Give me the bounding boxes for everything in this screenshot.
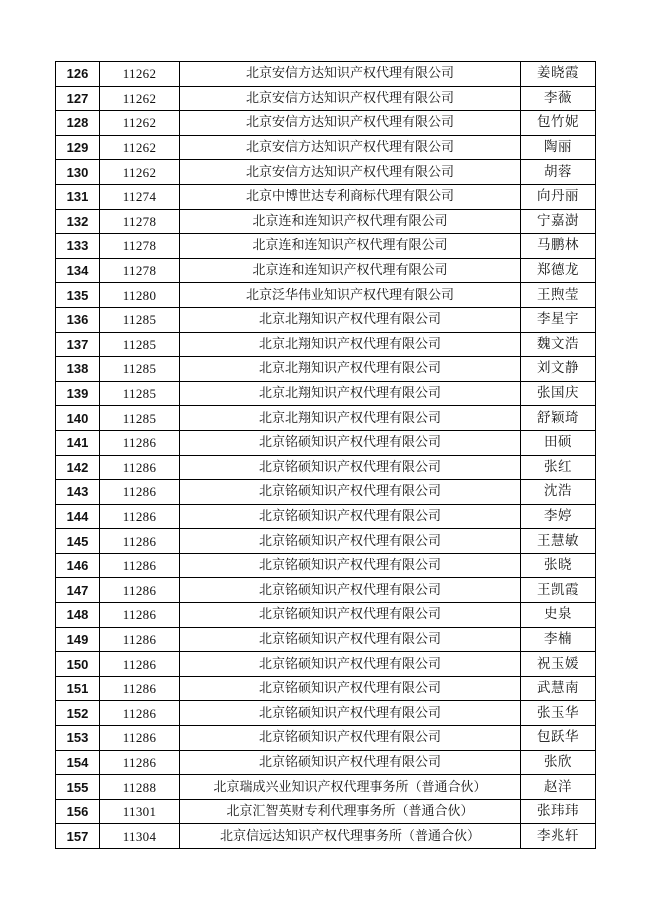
- agency-code-cell: 11262: [100, 160, 180, 185]
- agent-name-cell: 郑德龙: [521, 258, 596, 283]
- table-row: [56, 135, 596, 160]
- table-row: [56, 726, 596, 751]
- agency-code-cell: 11286: [100, 553, 180, 578]
- table-row: [56, 775, 596, 800]
- table-row: [56, 381, 596, 406]
- agency-name-cell: 北京铭硕知识产权代理有限公司: [180, 627, 521, 652]
- table-row: [56, 184, 596, 209]
- agent-name-cell: 张晓: [521, 553, 596, 578]
- agent-name-cell: 李星宇: [521, 307, 596, 332]
- agency-name-cell: 北京信远达知识产权代理事务所（普通合伙）: [180, 824, 521, 849]
- agency-name-cell: 北京铭硕知识产权代理有限公司: [180, 529, 521, 554]
- agency-name-cell: 北京铭硕知识产权代理有限公司: [180, 726, 521, 751]
- agency-name-cell: 北京北翔知识产权代理有限公司: [180, 406, 521, 431]
- agent-name-cell: 马鹏林: [521, 234, 596, 259]
- table-row: [56, 824, 596, 849]
- agent-name-cell: 王慧敏: [521, 529, 596, 554]
- agency-name-cell: 北京铭硕知识产权代理有限公司: [180, 553, 521, 578]
- row-number-cell: 150: [56, 652, 100, 677]
- agent-name-cell: 李楠: [521, 627, 596, 652]
- row-number-cell: 156: [56, 799, 100, 824]
- agency-code-cell: 11285: [100, 406, 180, 431]
- row-number-cell: 137: [56, 332, 100, 357]
- table-row: [56, 258, 596, 283]
- agency-code-cell: 11262: [100, 62, 180, 87]
- row-number-cell: 130: [56, 160, 100, 185]
- row-number-cell: 140: [56, 406, 100, 431]
- row-number-cell: 132: [56, 209, 100, 234]
- agency-name-cell: 北京北翔知识产权代理有限公司: [180, 357, 521, 382]
- agent-table-body: [56, 62, 596, 849]
- agency-code-cell: 11285: [100, 307, 180, 332]
- agency-name-cell: 北京铭硕知识产权代理有限公司: [180, 430, 521, 455]
- table-row: [56, 676, 596, 701]
- agency-name-cell: 北京安信方达知识产权代理有限公司: [180, 86, 521, 111]
- table-row: [56, 283, 596, 308]
- row-number-cell: 152: [56, 701, 100, 726]
- row-number-cell: 154: [56, 750, 100, 775]
- table-row: [56, 578, 596, 603]
- agency-code-cell: 11286: [100, 701, 180, 726]
- row-number-cell: 134: [56, 258, 100, 283]
- table-row: [56, 357, 596, 382]
- agency-name-cell: 北京铭硕知识产权代理有限公司: [180, 603, 521, 628]
- agency-name-cell: 北京铭硕知识产权代理有限公司: [180, 480, 521, 505]
- agent-name-cell: 赵洋: [521, 775, 596, 800]
- row-number-cell: 136: [56, 307, 100, 332]
- table-row: [56, 160, 596, 185]
- agency-code-cell: 11262: [100, 86, 180, 111]
- agent-name-cell: 胡蓉: [521, 160, 596, 185]
- row-number-cell: 149: [56, 627, 100, 652]
- agent-name-cell: 王煦莹: [521, 283, 596, 308]
- agency-name-cell: 北京北翔知识产权代理有限公司: [180, 307, 521, 332]
- agency-code-cell: 11286: [100, 750, 180, 775]
- agent-name-cell: 王凯霞: [521, 578, 596, 603]
- agent-name-cell: 宁嘉澍: [521, 209, 596, 234]
- table-row: [56, 111, 596, 136]
- row-number-cell: 139: [56, 381, 100, 406]
- row-number-cell: 148: [56, 603, 100, 628]
- row-number-cell: 145: [56, 529, 100, 554]
- agency-code-cell: 11286: [100, 603, 180, 628]
- agent-name-cell: 田硕: [521, 430, 596, 455]
- agent-name-cell: 张玉华: [521, 701, 596, 726]
- row-number-cell: 133: [56, 234, 100, 259]
- agency-code-cell: 11285: [100, 357, 180, 382]
- agency-code-cell: 11286: [100, 455, 180, 480]
- row-number-cell: 128: [56, 111, 100, 136]
- row-number-cell: 142: [56, 455, 100, 480]
- agency-code-cell: 11285: [100, 332, 180, 357]
- agency-code-cell: 11262: [100, 135, 180, 160]
- agency-code-cell: 11262: [100, 111, 180, 136]
- row-number-cell: 146: [56, 553, 100, 578]
- row-number-cell: 151: [56, 676, 100, 701]
- agency-name-cell: 北京铭硕知识产权代理有限公司: [180, 652, 521, 677]
- row-number-cell: 153: [56, 726, 100, 751]
- table-row: [56, 209, 596, 234]
- agency-code-cell: 11286: [100, 480, 180, 505]
- agent-name-cell: 魏文浩: [521, 332, 596, 357]
- agency-name-cell: 北京安信方达知识产权代理有限公司: [180, 160, 521, 185]
- table-row: [56, 603, 596, 628]
- agency-name-cell: 北京铭硕知识产权代理有限公司: [180, 504, 521, 529]
- agent-name-cell: 李兆轩: [521, 824, 596, 849]
- row-number-cell: 126: [56, 62, 100, 87]
- agent-name-cell: 向丹丽: [521, 184, 596, 209]
- agency-code-cell: 11301: [100, 799, 180, 824]
- agent-name-cell: 沈浩: [521, 480, 596, 505]
- agent-name-cell: 武慧南: [521, 676, 596, 701]
- agency-name-cell: 北京铭硕知识产权代理有限公司: [180, 578, 521, 603]
- agent-name-cell: 史泉: [521, 603, 596, 628]
- agency-code-cell: 11286: [100, 529, 180, 554]
- agency-name-cell: 北京汇智英财专利代理事务所（普通合伙）: [180, 799, 521, 824]
- table-row: [56, 234, 596, 259]
- agency-code-cell: 11286: [100, 504, 180, 529]
- row-number-cell: 157: [56, 824, 100, 849]
- row-number-cell: 155: [56, 775, 100, 800]
- agency-name-cell: 北京泛华伟业知识产权代理有限公司: [180, 283, 521, 308]
- agency-name-cell: 北京铭硕知识产权代理有限公司: [180, 455, 521, 480]
- row-number-cell: 127: [56, 86, 100, 111]
- agent-name-cell: 刘文静: [521, 357, 596, 382]
- agent-table-container: [55, 61, 595, 849]
- agency-code-cell: 11286: [100, 676, 180, 701]
- agency-name-cell: 北京连和连知识产权代理有限公司: [180, 234, 521, 259]
- table-row: [56, 86, 596, 111]
- agency-name-cell: 北京连和连知识产权代理有限公司: [180, 258, 521, 283]
- agency-code-cell: 11278: [100, 209, 180, 234]
- row-number-cell: 129: [56, 135, 100, 160]
- table-row: [56, 627, 596, 652]
- agency-name-cell: 北京中博世达专利商标代理有限公司: [180, 184, 521, 209]
- table-row: [56, 799, 596, 824]
- agency-code-cell: 11278: [100, 258, 180, 283]
- row-number-cell: 141: [56, 430, 100, 455]
- row-number-cell: 144: [56, 504, 100, 529]
- agency-name-cell: 北京安信方达知识产权代理有限公司: [180, 111, 521, 136]
- agency-name-cell: 北京铭硕知识产权代理有限公司: [180, 676, 521, 701]
- agent-name-cell: 包竹妮: [521, 111, 596, 136]
- agent-name-cell: 陶丽: [521, 135, 596, 160]
- agent-table: [55, 61, 596, 849]
- row-number-cell: 143: [56, 480, 100, 505]
- agent-name-cell: 舒颖琦: [521, 406, 596, 431]
- table-row: [56, 529, 596, 554]
- agency-code-cell: 11286: [100, 726, 180, 751]
- agent-name-cell: 姜晓霞: [521, 62, 596, 87]
- table-row: [56, 652, 596, 677]
- agent-name-cell: 包跃华: [521, 726, 596, 751]
- agency-name-cell: 北京安信方达知识产权代理有限公司: [180, 135, 521, 160]
- agency-code-cell: 11288: [100, 775, 180, 800]
- table-row: [56, 332, 596, 357]
- row-number-cell: 135: [56, 283, 100, 308]
- table-row: [56, 430, 596, 455]
- table-row: [56, 455, 596, 480]
- row-number-cell: 131: [56, 184, 100, 209]
- agency-name-cell: 北京瑞成兴业知识产权代理事务所（普通合伙）: [180, 775, 521, 800]
- agency-code-cell: 11278: [100, 234, 180, 259]
- row-number-cell: 138: [56, 357, 100, 382]
- agency-code-cell: 11304: [100, 824, 180, 849]
- agency-code-cell: 11286: [100, 430, 180, 455]
- agency-code-cell: 11286: [100, 578, 180, 603]
- agency-name-cell: 北京铭硕知识产权代理有限公司: [180, 750, 521, 775]
- agency-name-cell: 北京安信方达知识产权代理有限公司: [180, 62, 521, 87]
- agency-code-cell: 11285: [100, 381, 180, 406]
- agency-code-cell: 11274: [100, 184, 180, 209]
- agent-name-cell: 张红: [521, 455, 596, 480]
- table-row: [56, 553, 596, 578]
- agency-name-cell: 北京北翔知识产权代理有限公司: [180, 332, 521, 357]
- table-row: [56, 406, 596, 431]
- table-row: [56, 750, 596, 775]
- agency-name-cell: 北京北翔知识产权代理有限公司: [180, 381, 521, 406]
- row-number-cell: 147: [56, 578, 100, 603]
- agency-code-cell: 11286: [100, 627, 180, 652]
- table-row: [56, 307, 596, 332]
- agency-name-cell: 北京连和连知识产权代理有限公司: [180, 209, 521, 234]
- agency-name-cell: 北京铭硕知识产权代理有限公司: [180, 701, 521, 726]
- agency-code-cell: 11286: [100, 652, 180, 677]
- table-row: [56, 480, 596, 505]
- agent-name-cell: 祝玉媛: [521, 652, 596, 677]
- agent-name-cell: 李婷: [521, 504, 596, 529]
- table-row: [56, 62, 596, 87]
- agent-name-cell: 李薇: [521, 86, 596, 111]
- table-row: [56, 504, 596, 529]
- table-row: [56, 701, 596, 726]
- agency-code-cell: 11280: [100, 283, 180, 308]
- agent-name-cell: 张国庆: [521, 381, 596, 406]
- agent-name-cell: 张欣: [521, 750, 596, 775]
- agent-name-cell: 张玮玮: [521, 799, 596, 824]
